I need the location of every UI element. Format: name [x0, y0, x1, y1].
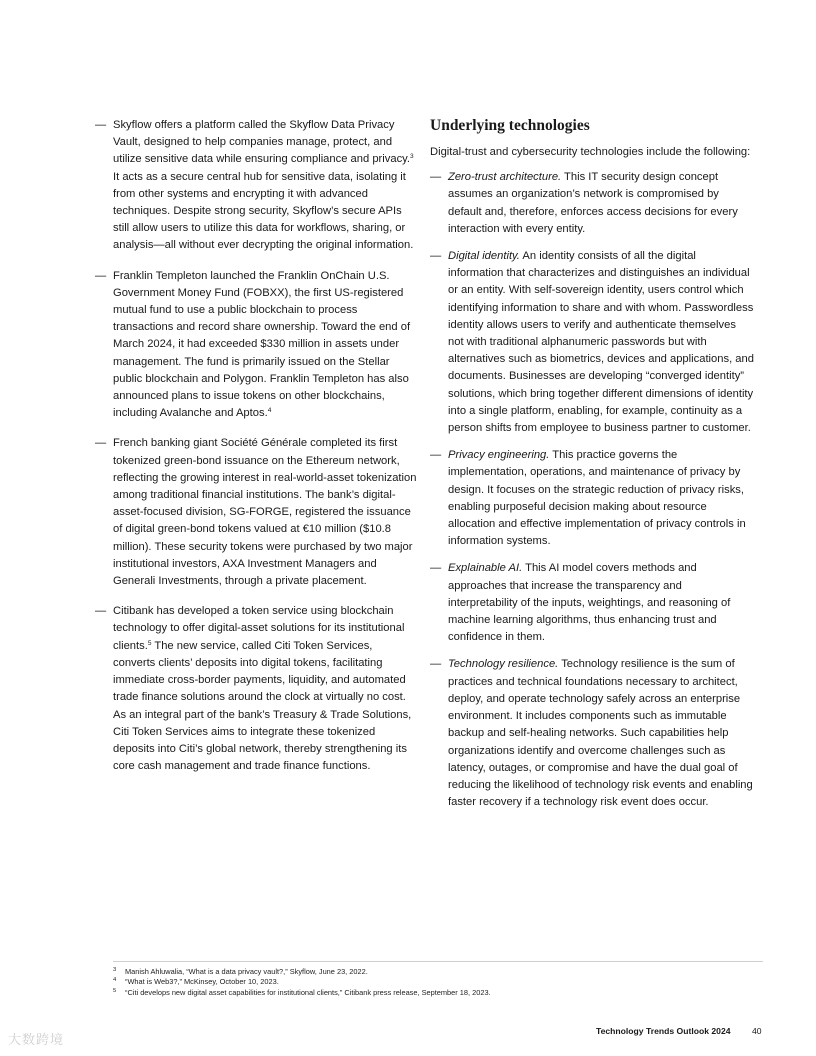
section-heading: Underlying technologies: [430, 117, 590, 134]
footnote-ref: 3: [410, 153, 414, 161]
bullet-text: It acts as a secure central hub for sensitive data, isolating it from other systems and encrypting it with advanced techniques. Despite strong security, Skyflow’s secure APIs still allow users to utilize this data for workflows, sharing, or analysis—all without ever decrypting the original information.: [113, 170, 414, 252]
footer-title: Technology Trends Outlook 2024: [596, 1026, 731, 1036]
bullet-dash: —: [430, 171, 442, 184]
bullet-text: French banking giant Société Générale completed its first tokenized green-bond issuance on the Ethereum network, reflecting the growing interest in real-world-asset tokenization among traditional financial institutions. The bank’s digital-asset-focused division, SG-FORGE, registered the issuance of digital green-bond tokens valued at €10 million ($10.8 million). These security tokens were purchased by two major institutional investors, AXA Investment Managers and Generali Investments, through a private placement.: [113, 437, 417, 588]
footnote-text: “What is Web3?,” McKinsey, October 10, 2023.: [125, 977, 279, 987]
bullet-dash: —: [430, 562, 442, 575]
technology-bullet: [430, 447, 754, 550]
bullet-text: This IT security design concept assumes an organization’s network is compromised by default and, therefore, enforces access decisions for every interaction with every entity.: [448, 171, 738, 235]
bullet-dash: —: [430, 658, 442, 671]
footnotes: [113, 961, 763, 998]
footnote-number: 5: [113, 987, 117, 994]
footnote: [113, 977, 763, 987]
example-bullet: [95, 268, 417, 423]
example-bullet: [95, 435, 417, 590]
footnote: [113, 967, 763, 977]
example-bullet: [95, 603, 417, 775]
footnote-number: 3: [113, 967, 117, 973]
bullet-dash: —: [95, 437, 107, 450]
bullet-text: Technology resilience is the sum of practices and technical foundations necessary to architect, deploy, and operate technology safely across an enterprise environment. It includes components such as immutable backup and self-healing networks. Such capabilities help organizations identify and overcome challenges such as latency, outages, or compromise and have the dual goal of reducing the likelihood of technology risk events and enabling faster recovery if a technology risk event does occur.: [448, 658, 753, 809]
bullet-dash: —: [430, 449, 442, 462]
technology-bullet: [430, 656, 754, 811]
page-number: 40: [752, 1026, 762, 1036]
footnote: [113, 988, 763, 998]
term-label: Technology resilience.: [448, 658, 559, 671]
term-label: Zero-trust architecture.: [448, 171, 562, 184]
bullet-text: Skyflow offers a platform called the Skyflow Data Privacy Vault, designed to help companies manage, protect, and utilize sensitive data while ensuring compliance and privacy.: [113, 119, 411, 166]
watermark-logo: 大数跨境: [8, 1033, 65, 1048]
term-label: Explainable AI.: [448, 562, 523, 575]
bullet-text: The new service, called Citi Token Services, converts clients’ deposits into digital tokens, facilitating immediate cross-border payments, liquidity, and automated trade finance solutions around the clock at virtually no cost. As an integral part of the bank’s Treasury & Trade Solutions, Citi Token Services aims to integrate these tokenized deposits into Citi’s global network, thereby strengthening its core cash management and trade finance functions.: [113, 639, 412, 773]
technology-bullet: [430, 248, 754, 437]
technology-list: [430, 169, 754, 811]
term-label: Digital identity.: [448, 250, 520, 263]
technology-bullet: [430, 169, 754, 238]
bullet-dash: —: [95, 605, 107, 618]
example-bullet: [95, 117, 417, 255]
footnote-ref: 4: [267, 407, 272, 415]
footnote-number: 4: [113, 977, 117, 984]
bullet-dash: —: [430, 250, 442, 263]
footnote-text: Manish Ahluwalia, “What is a data privacy vault?,” Skyflow, June 23, 2022.: [125, 967, 368, 976]
bullet-text: Citibank has developed a token service using blockchain technology to offer digital-asset solutions for its institutional clients.: [113, 605, 405, 652]
bullet-dash: —: [95, 269, 107, 282]
bullet-dash: —: [95, 119, 107, 131]
section-intro: Digital-trust and cybersecurity technologies include the following:: [430, 146, 751, 158]
term-label: Privacy engineering.: [448, 449, 550, 462]
footnote-ref: 5: [147, 639, 152, 647]
left-column: [95, 117, 417, 788]
technology-bullet: [430, 560, 754, 646]
footnote-text: “Citi develops new digital asset capabilities for institutional clients,” Citibank press release, September 18, 2023.: [125, 987, 491, 997]
bullet-text: Franklin Templeton launched the Franklin OnChain U.S. Government Money Fund (FOBXX), the first US-registered mutual fund to use a public blockchain to process transactions and record share ownership. Toward the end of March 2024, it had exceeded $330 million in assets under management. The fund is primarily issued on the Stellar public blockchain and Polygon. Franklin Templeton has also announced plans to issue tokens on other blockchains, including Avalanche and Aptos.: [113, 269, 411, 420]
bullet-text: An identity consists of all the digital information that characterizes and distinguishes an individual or an entity. With self-sovereign identity, users control which identifying information to share and with whom. Passwordless identity allows users to verify and authenticate themselves not with traditional alphanumeric passwords but with alternatives such as biometrics, devices and applications, and documents. Businesses are developing “converged identity” solutions, which bring together different dimensions of identity into a single platform, enabling, for example, continuity as a person shifts from employee to business partner to customer.: [448, 250, 754, 435]
bullet-text: This AI model covers methods and approaches that increase the transparency and interpretability of the inputs, weightings, and reasoning of machine learning algorithms, thus enhancing trust and confidence in them.: [448, 562, 731, 644]
right-column: [430, 117, 754, 821]
bullet-text: This practice governs the implementation, operations, and maintenance of privacy by design. It focuses on the strategic reduction of privacy risks, enabling purposeful decision making about resource allocation and effective implementation of privacy controls in information systems.: [448, 449, 746, 548]
